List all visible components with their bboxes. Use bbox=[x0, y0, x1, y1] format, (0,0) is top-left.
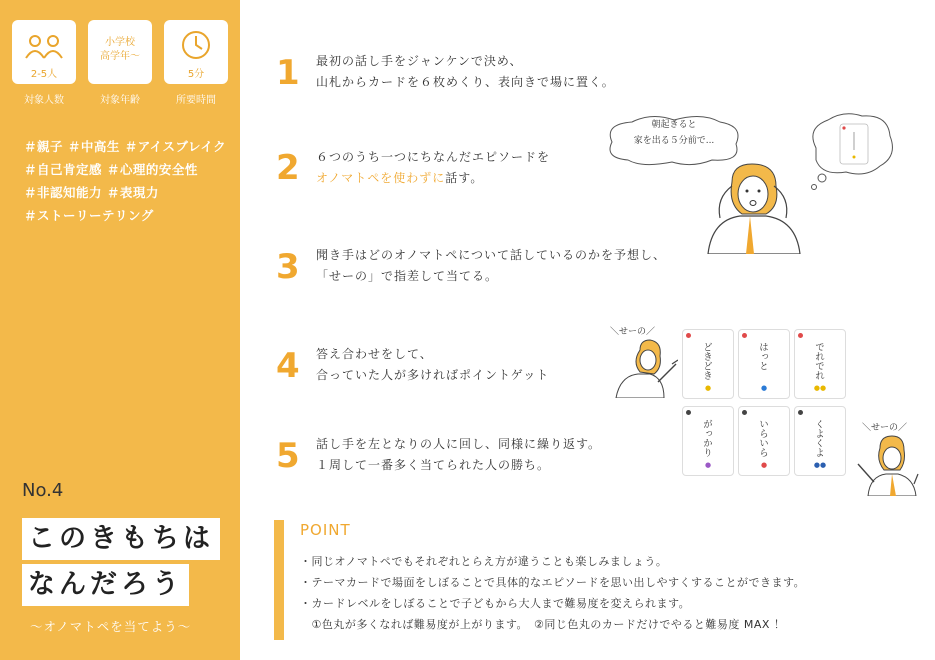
step-line: １周して一番多く当てられた人の勝ち。 bbox=[316, 458, 551, 472]
time-value: 5分 bbox=[187, 69, 205, 80]
bubble-line: 家を出る５分前で... bbox=[633, 136, 715, 146]
clock-icon bbox=[181, 30, 211, 60]
step-number: 3 bbox=[276, 247, 300, 287]
point-item: ・テーマカードで場面をしぼることで具体的なエピソードを思い出しやすくすることができます。 bbox=[300, 576, 806, 589]
step-number: 5 bbox=[276, 436, 300, 476]
title-line1: このきもちは bbox=[22, 518, 220, 560]
speech-bubble bbox=[612, 117, 736, 149]
age-card bbox=[88, 20, 152, 84]
card-word: でれでれ bbox=[813, 342, 824, 380]
card-dots: ●● bbox=[813, 384, 827, 392]
card-word: はっと bbox=[757, 342, 768, 371]
step-5-text bbox=[316, 434, 601, 476]
step-line: 最初の話し手をジャンケンで決め、 bbox=[316, 54, 523, 68]
step-line: ６つのうち一つにちなんだエピソードを bbox=[316, 150, 551, 164]
point-accent-bar bbox=[274, 520, 284, 640]
onomatopoeia-card bbox=[738, 329, 790, 399]
seno-right-label: ＼せーの／ bbox=[862, 423, 908, 433]
card-corner-icon bbox=[742, 333, 747, 338]
step-3-text bbox=[316, 245, 666, 287]
tag-line: ＃親子 ＃中高生 ＃アイスブレイク bbox=[24, 139, 227, 154]
step-4-text bbox=[316, 344, 549, 386]
card-word: くよくよ bbox=[813, 419, 824, 457]
players-label: 対象人数 bbox=[24, 95, 64, 106]
time-card bbox=[164, 20, 228, 84]
onomatopoeia-card bbox=[794, 406, 846, 476]
highlight-text: オノマトペを使わずに bbox=[316, 171, 446, 185]
step-1-text bbox=[316, 51, 615, 93]
card-dots: ● bbox=[760, 384, 768, 392]
onomatopoeia-card bbox=[738, 406, 790, 476]
step-line: 話し手を左となりの人に回し、同様に繰り返す。 bbox=[316, 437, 602, 451]
card-word: どきどき bbox=[701, 342, 712, 380]
onomatopoeia-card bbox=[682, 406, 734, 476]
card-corner-icon bbox=[742, 410, 747, 415]
step-2-text bbox=[316, 147, 550, 189]
tag-list bbox=[24, 135, 226, 227]
subtitle: 〜オノマトペを当てよう〜 bbox=[30, 619, 192, 634]
age-line2: 高学年〜 bbox=[100, 51, 140, 62]
point-item: ①色丸が多くなれば難易度が上がります。 ②同じ色丸のカードだけでやると難易度 MAX ！ bbox=[300, 618, 786, 631]
thinking-person-icon bbox=[696, 158, 806, 254]
step-line: 答え合わせをして、 bbox=[316, 347, 433, 361]
tag-line: ＃ストーリーテリング bbox=[24, 208, 154, 223]
card-dots: ● bbox=[704, 461, 712, 469]
point-list bbox=[300, 551, 805, 635]
card-corner-icon bbox=[798, 333, 803, 338]
onomatopoeia-card bbox=[682, 329, 734, 399]
pointing-person-icon bbox=[856, 434, 922, 496]
step-line: 合っていた人が多ければポイントゲット bbox=[316, 368, 550, 382]
thought-bubble-icon bbox=[804, 110, 898, 192]
time-label: 所要時間 bbox=[176, 95, 216, 106]
card-corner-icon bbox=[798, 410, 803, 415]
bubble-line: 朝起きると bbox=[651, 120, 697, 130]
card-word: いらいら bbox=[757, 419, 768, 457]
seno-left-label: ＼せーの／ bbox=[610, 327, 656, 337]
point-item: ・カードレベルをしぼることで子どもから大人まで難易度を変えられます。 bbox=[300, 597, 691, 610]
onomatopoeia-card bbox=[794, 329, 846, 399]
title-line2: なんだろう bbox=[22, 564, 189, 606]
card-dots: ● bbox=[704, 384, 712, 392]
seno-right-text: せーの bbox=[871, 423, 899, 433]
pointing-person-icon bbox=[612, 338, 678, 398]
sidebar bbox=[0, 0, 240, 660]
card-word: がっかり bbox=[701, 419, 712, 457]
people-icon bbox=[24, 34, 64, 60]
age-line1: 小学校 bbox=[105, 37, 135, 48]
step-line: 山札からカードを６枚めくり、表向きで場に置く。 bbox=[316, 75, 615, 89]
step-line: 「せーの」で指差して当てる。 bbox=[316, 269, 499, 283]
players-value: 2-5人 bbox=[30, 69, 58, 80]
step-line-rest: 話す。 bbox=[445, 171, 484, 185]
age-label: 対象年齢 bbox=[100, 95, 140, 106]
step-line: 聞き手はどのオノマトペについて話しているのかを予想し、 bbox=[316, 248, 667, 262]
card-dots: ●● bbox=[813, 461, 827, 469]
step-number: 4 bbox=[276, 346, 300, 386]
step-line bbox=[316, 168, 550, 189]
card-corner-icon bbox=[686, 333, 691, 338]
card-dots: ● bbox=[760, 461, 768, 469]
point-title: POINT bbox=[300, 521, 351, 539]
step-number: 1 bbox=[276, 53, 300, 93]
step-number: 2 bbox=[276, 148, 300, 188]
card-corner-icon bbox=[686, 410, 691, 415]
game-number: No.4 bbox=[22, 480, 64, 501]
tag-line: ＃自己肯定感 ＃心理的安全性 bbox=[24, 162, 198, 177]
tag-line: ＃非認知能力 ＃表現力 bbox=[24, 185, 159, 200]
players-card bbox=[12, 20, 76, 84]
point-item: ・同じオノマトペでもそれぞれとらえ方が違うことも楽しみましょう。 bbox=[300, 555, 668, 568]
